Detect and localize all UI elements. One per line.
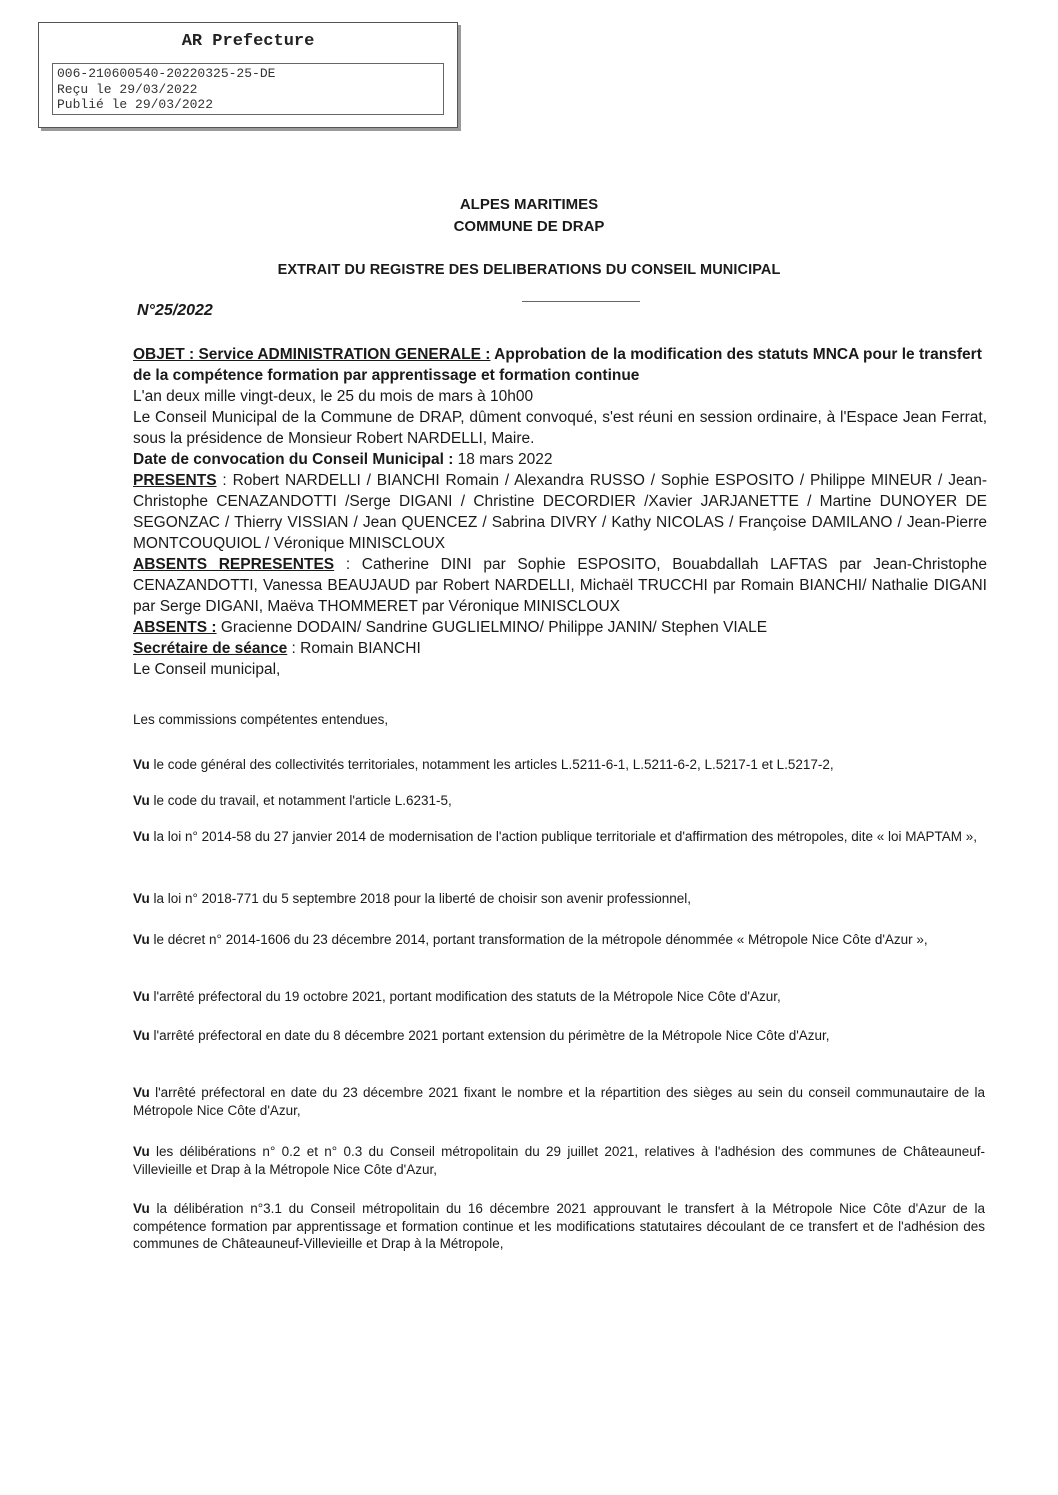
vu-text: le code général des collectivités territoriales, notamment les articles L.5211-6-1, L.5211-6-2, L.5217-1 et L.5217-2, <box>149 757 834 772</box>
vu-keyword: Vu <box>133 829 150 844</box>
vu-keyword: Vu <box>133 1085 150 1100</box>
vu-keyword: Vu <box>133 989 150 1004</box>
vu-text: la loi n° 2014-58 du 27 janvier 2014 de modernisation de l'action publique territoriale et d'affirmation des métropoles, dite « loi MAPTAM », <box>149 829 978 844</box>
session-paragraph: Le Conseil Municipal de la Commune de DRAP, dûment convoqué, s'est réuni en session ordinaire, à l'Espace Jean Ferrat, sous la présidence de Monsieur Robert NARDELLI, Maire. <box>133 409 987 447</box>
header-divider <box>522 301 640 302</box>
conseil-line: Le Conseil municipal, <box>133 661 281 678</box>
deliberation-number: N°25/2022 <box>137 302 213 319</box>
stamp-title: AR Prefecture <box>181 32 315 51</box>
absents-paragraph <box>133 617 987 638</box>
date-line: L'an deux mille vingt-deux, le 25 du mois de mars à 10h00 <box>133 388 534 405</box>
objet-text: Approbation de la modification des statuts MNCA pour le transfert de la compétence formation par apprentissage et formation continue <box>133 346 982 384</box>
stamp-received-date: Reçu le 29/03/2022 <box>57 81 198 97</box>
stamp-act-id: 006-210600540-20220325-25-DE <box>57 66 276 81</box>
vu-keyword: Vu <box>133 757 150 772</box>
vu-keyword: Vu <box>133 932 150 947</box>
vu-text: la délibération n°3.1 du Conseil métropolitain du 16 décembre 2021 approuvant le transfert à la Métropole Nice Côte d'Azur de la compétence formation par apprentissage et formation continue et les modifications statutaires découlant de ce transfert et de l'adhésion des communes de Châteauneuf-Villevieille et Drap à la Métropole, <box>133 1201 985 1251</box>
register-heading: EXTRAIT DU REGISTRE DES DELIBERATIONS DU CONSEIL MUNICIPAL <box>277 262 781 278</box>
commune-heading: COMMUNE DE DRAP <box>453 218 605 235</box>
vu-item <box>133 792 985 810</box>
department-heading: ALPES MARITIMES <box>459 196 599 213</box>
vu-item <box>133 828 985 846</box>
vu-text: l'arrêté préfectoral en date du 8 décembre 2021 portant extension du périmètre de la Métropole Nice Côte d'Azur, <box>149 1028 830 1043</box>
absents-representes-label: ABSENTS REPRESENTES <box>133 556 335 573</box>
convocation-paragraph <box>133 449 987 470</box>
absents-representes-paragraph <box>133 554 987 617</box>
secretaire-name: : Romain BIANCHI <box>287 640 421 657</box>
vu-keyword: Vu <box>133 891 150 906</box>
vu-item <box>133 1200 985 1253</box>
vu-keyword: Vu <box>133 793 150 808</box>
stamp-published-date: Publié le 29/03/2022 <box>57 97 214 112</box>
convocation-label: Date de convocation du Conseil Municipal : <box>133 451 454 468</box>
presents-list: : Robert NARDELLI / BIANCHI Romain / Alexandra RUSSO / Sophie ESPOSITO / Philippe MINEUR / Jean-Christophe CENAZANDOTTI /Serge DIGANI / Christine DECORDIER /Xavier JARJANETTE / Martine DUNOYER DE SEGONZAC / Thierry VISSIAN / Jean QUENCEZ / Sabrina DIVRY / Kathy NICOLAS / Françoise DAMILANO / Jean-Pierre MONTCOUQUIOL / Véronique MINISCLOUX <box>133 472 987 552</box>
vu-text: l'arrêté préfectoral en date du 23 décembre 2021 fixant le nombre et la répartition des sièges au sein du conseil communautaire de la Métropole Nice Côte d'Azur, <box>133 1085 985 1118</box>
vu-keyword: Vu <box>133 1144 150 1159</box>
objet-paragraph <box>133 344 987 386</box>
stamp-details <box>52 63 444 115</box>
vu-item <box>133 756 985 774</box>
vu-text: le décret n° 2014-1606 du 23 décembre 2014, portant transformation de la métropole dénommée « Métropole Nice Côte d'Azur », <box>149 932 928 947</box>
vu-text: l'arrêté préfectoral du 19 octobre 2021, portant modification des statuts de la Métropole Nice Côte d'Azur, <box>149 989 781 1004</box>
secretaire-label: Secrétaire de séance <box>133 640 288 657</box>
absents-representes-list: : Catherine DINI par Sophie ESPOSITO, Bouabdallah LAFTAS par Jean-Christophe CENAZANDOTTI, Vanessa BEAUJAUD par Robert NARDELLI, Michaël TRUCCHI par Romain BIANCHI/ Nathalie DIGANI par Serge DIGANI, Maëva THOMMERET par Véronique MINISCLOUX <box>133 556 987 615</box>
vu-keyword: Vu <box>133 1201 150 1216</box>
prefecture-stamp <box>38 22 458 128</box>
vu-text: les délibérations n° 0.2 et n° 0.3 du Conseil métropolitain du 29 juillet 2021, relatives à l'adhésion des communes de Châteauneuf-Villevieille et Drap à la Métropole Nice Côte d'Azur, <box>133 1144 985 1177</box>
commissions-line: Les commissions compétentes entendues, <box>133 712 389 727</box>
objet-label: OBJET : Service ADMINISTRATION GENERALE : <box>133 346 491 363</box>
presents-paragraph <box>133 470 987 554</box>
vu-keyword: Vu <box>133 1028 150 1043</box>
vu-item <box>133 1084 985 1119</box>
secretaire-paragraph <box>133 638 987 659</box>
vu-text: la loi n° 2018-771 du 5 septembre 2018 pour la liberté de choisir son avenir professionnel, <box>149 891 691 906</box>
convocation-date: 18 mars 2022 <box>453 451 553 468</box>
vu-item <box>133 1143 985 1178</box>
vu-item <box>133 931 985 949</box>
absents-list: Gracienne DODAIN/ Sandrine GUGLIELMINO/ Philippe JANIN/ Stephen VIALE <box>216 619 768 636</box>
vu-item <box>133 890 985 908</box>
presents-label: PRESENTS <box>133 472 217 489</box>
absents-label: ABSENTS : <box>133 619 217 636</box>
vu-item <box>133 1027 985 1045</box>
deliberation-body <box>133 344 987 680</box>
vu-text: le code du travail, et notamment l'article L.6231-5, <box>149 793 452 808</box>
vu-item <box>133 988 985 1006</box>
